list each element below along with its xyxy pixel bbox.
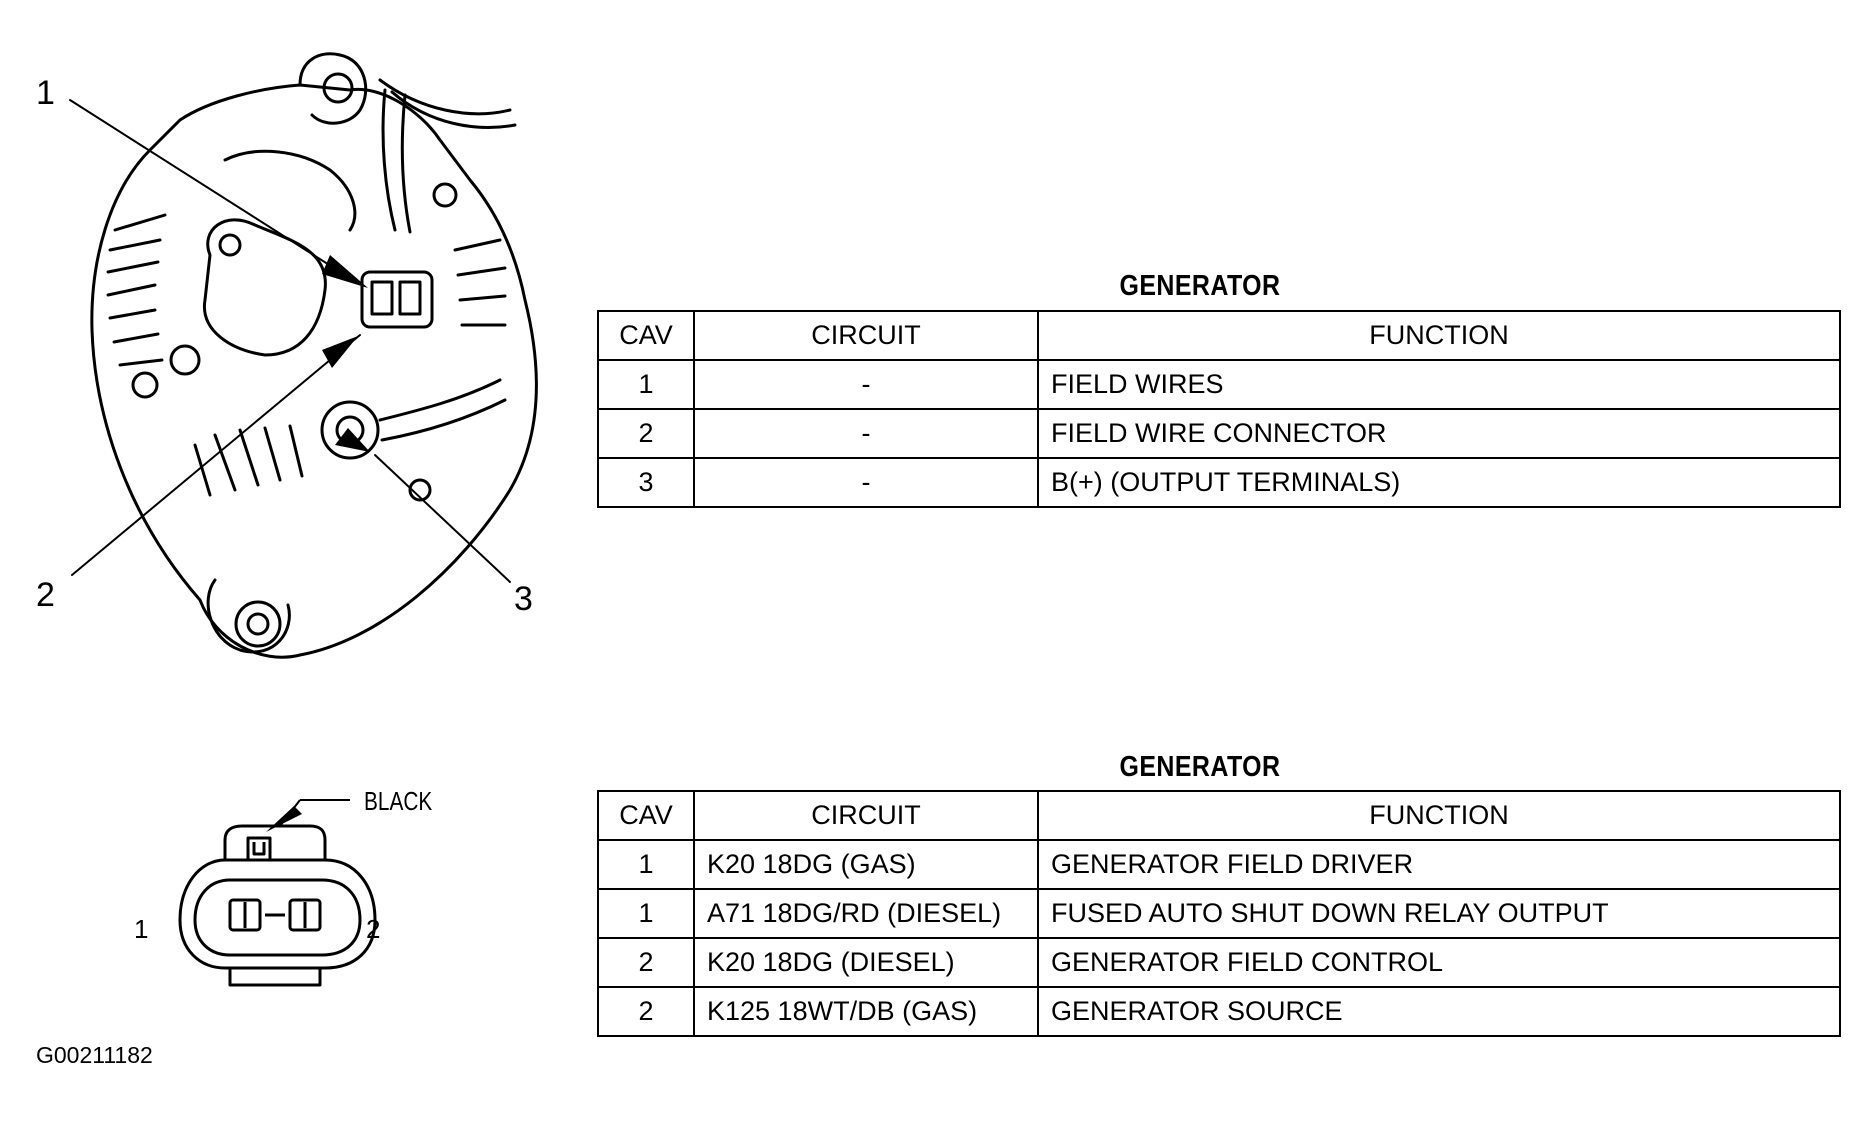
circuit-cell: A71 18DG/RD (DIESEL) <box>694 889 1038 938</box>
callout-1: 1 <box>36 74 55 112</box>
connector-face-illustration <box>170 790 390 1000</box>
alternator-illustration <box>0 0 560 700</box>
generator-pinout-table-top <box>597 310 1841 508</box>
callout-3: 3 <box>514 580 533 618</box>
cav-cell: 2 <box>598 409 694 458</box>
function-cell: FIELD WIRES <box>1038 360 1840 409</box>
generator-pinout-table-bottom <box>597 790 1841 1037</box>
function-cell: B(+) (OUTPUT TERMINALS) <box>1038 458 1840 507</box>
cav-cell: 2 <box>598 938 694 987</box>
circuit-cell: - <box>694 360 1038 409</box>
cav-cell: 1 <box>598 889 694 938</box>
circuit-cell: K20 18DG (DIESEL) <box>694 938 1038 987</box>
callout-2: 2 <box>36 576 55 614</box>
table-header-row <box>598 791 1840 840</box>
table-header-row <box>598 311 1840 360</box>
cav-cell: 2 <box>598 987 694 1036</box>
connector-color-label: BLACK <box>364 786 433 816</box>
circuit-cell: - <box>694 409 1038 458</box>
table-row <box>598 458 1840 507</box>
cav-cell: 1 <box>598 840 694 889</box>
connector-pin-2-label: 2 <box>366 914 381 944</box>
table-row <box>598 409 1840 458</box>
function-cell: FUSED AUTO SHUT DOWN RELAY OUTPUT <box>1038 889 1840 938</box>
table-row <box>598 840 1840 889</box>
connector-pin-1-label: 1 <box>134 914 149 944</box>
function-cell: GENERATOR FIELD DRIVER <box>1038 840 1840 889</box>
header-cav: CAV <box>598 791 694 840</box>
table-row <box>598 987 1840 1036</box>
table-row <box>598 889 1840 938</box>
figure-id: G00211182 <box>36 1042 153 1068</box>
cav-cell: 1 <box>598 360 694 409</box>
header-circuit: CIRCUIT <box>694 311 1038 360</box>
header-cav: CAV <box>598 311 694 360</box>
function-cell: GENERATOR FIELD CONTROL <box>1038 938 1840 987</box>
header-function: FUNCTION <box>1038 791 1840 840</box>
function-cell: FIELD WIRE CONNECTOR <box>1038 409 1840 458</box>
table-bottom-title: GENERATOR <box>1119 751 1281 783</box>
cav-cell: 3 <box>598 458 694 507</box>
circuit-cell: K125 18WT/DB (GAS) <box>694 987 1038 1036</box>
header-circuit: CIRCUIT <box>694 791 1038 840</box>
table-row <box>598 938 1840 987</box>
function-cell: GENERATOR SOURCE <box>1038 987 1840 1036</box>
table-top-title: GENERATOR <box>1119 270 1281 302</box>
table-row <box>598 360 1840 409</box>
circuit-cell: - <box>694 458 1038 507</box>
header-function: FUNCTION <box>1038 311 1840 360</box>
circuit-cell: K20 18DG (GAS) <box>694 840 1038 889</box>
